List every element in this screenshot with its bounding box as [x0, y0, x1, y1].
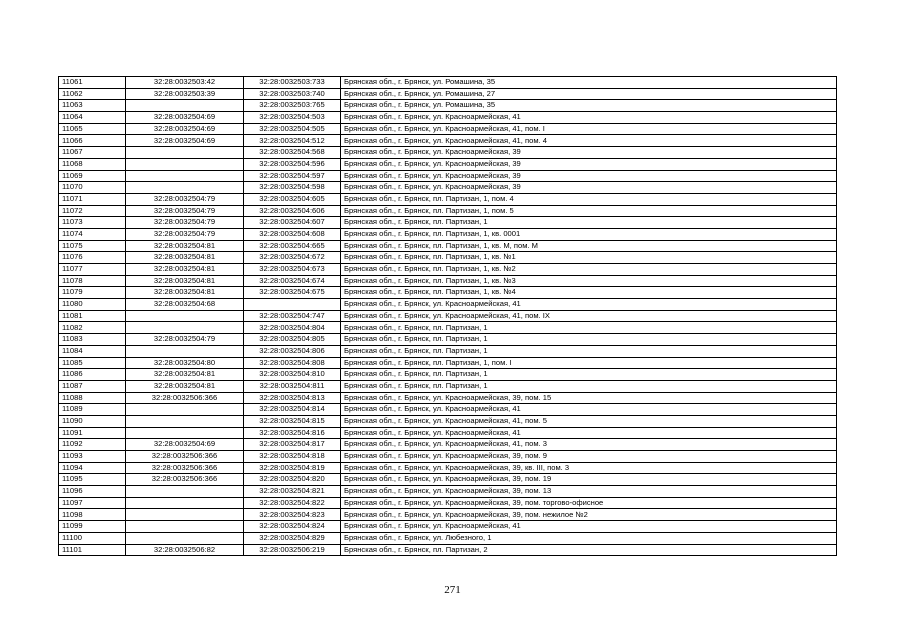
record-number-cell: 11094: [59, 462, 126, 474]
address-cell: Брянская обл., г. Брянск, ул. Красноармейская, 41, пом. 3: [341, 439, 837, 451]
table-row: [59, 462, 837, 474]
record-number-cell: 11091: [59, 427, 126, 439]
record-number-cell: 11090: [59, 415, 126, 427]
parent-cadastral-number-cell: [126, 415, 244, 427]
record-number-cell: 11066: [59, 135, 126, 147]
table-row: [59, 123, 837, 135]
cadastral-number-cell: 32:28:0032504:606: [244, 205, 341, 217]
parent-cadastral-number-cell: 32:28:0032504:81: [126, 252, 244, 264]
cadastral-number-cell: 32:28:0032504:597: [244, 170, 341, 182]
cadastral-number-cell: 32:28:0032504:804: [244, 322, 341, 334]
table-row: [59, 474, 837, 486]
parent-cadastral-number-cell: [126, 497, 244, 509]
record-number-cell: 11068: [59, 158, 126, 170]
cadastral-number-cell: 32:28:0032504:808: [244, 357, 341, 369]
record-number-cell: 11088: [59, 392, 126, 404]
parent-cadastral-number-cell: 32:28:0032504:81: [126, 275, 244, 287]
record-number-cell: 11095: [59, 474, 126, 486]
parent-cadastral-number-cell: 32:28:0032504:81: [126, 287, 244, 299]
parent-cadastral-number-cell: 32:28:0032504:79: [126, 334, 244, 346]
cadastral-number-cell: 32:28:0032504:818: [244, 451, 341, 463]
cadastral-number-cell: 32:28:0032504:810: [244, 369, 341, 381]
table-row: [59, 182, 837, 194]
table-row: [59, 369, 837, 381]
cadastral-number-cell: 32:28:0032503:733: [244, 77, 341, 89]
record-number-cell: 11075: [59, 240, 126, 252]
record-number-cell: 11063: [59, 100, 126, 112]
table-row: [59, 532, 837, 544]
cadastral-number-cell: 32:28:0032504:505: [244, 123, 341, 135]
address-cell: Брянская обл., г. Брянск, ул. Красноармейская, 41, пом. 5: [341, 415, 837, 427]
address-cell: Брянская обл., г. Брянск, пл. Партизан, 1: [341, 217, 837, 229]
table-row: [59, 497, 837, 509]
record-number-cell: 11093: [59, 451, 126, 463]
parent-cadastral-number-cell: [126, 486, 244, 498]
parent-cadastral-number-cell: [126, 509, 244, 521]
parent-cadastral-number-cell: 32:28:0032506:366: [126, 462, 244, 474]
record-number-cell: 11062: [59, 88, 126, 100]
cadastral-number-cell: 32:28:0032504:823: [244, 509, 341, 521]
table-row: [59, 486, 837, 498]
table-row: [59, 427, 837, 439]
address-cell: Брянская обл., г. Брянск, ул. Красноармейская, 41: [341, 112, 837, 124]
table-row: [59, 322, 837, 334]
record-number-cell: 11083: [59, 334, 126, 346]
record-number-cell: 11078: [59, 275, 126, 287]
table-row: [59, 334, 837, 346]
address-cell: Брянская обл., г. Брянск, ул. Красноармейская, 39, пом. 15: [341, 392, 837, 404]
parent-cadastral-number-cell: 32:28:0032504:81: [126, 380, 244, 392]
parent-cadastral-number-cell: [126, 345, 244, 357]
parent-cadastral-number-cell: 32:28:0032504:69: [126, 123, 244, 135]
record-number-cell: 11071: [59, 193, 126, 205]
cadastral-number-cell: 32:28:0032504:747: [244, 310, 341, 322]
address-cell: Брянская обл., г. Брянск, пл. Партизан, 2: [341, 544, 837, 556]
record-number-cell: 11082: [59, 322, 126, 334]
record-number-cell: 11087: [59, 380, 126, 392]
records-table: [58, 76, 837, 556]
table-row: [59, 264, 837, 276]
table-row: [59, 100, 837, 112]
table-row: [59, 193, 837, 205]
address-cell: Брянская обл., г. Брянск, ул. Красноармейская, 41, пом. I: [341, 123, 837, 135]
parent-cadastral-number-cell: 32:28:0032504:81: [126, 264, 244, 276]
address-cell: Брянская обл., г. Брянск, пл. Партизан, 1: [341, 322, 837, 334]
address-cell: Брянская обл., г. Брянск, пл. Партизан, 1, кв. 0001: [341, 228, 837, 240]
parent-cadastral-number-cell: 32:28:0032504:69: [126, 439, 244, 451]
cadastral-number-cell: 32:28:0032506:219: [244, 544, 341, 556]
address-cell: Брянская обл., г. Брянск, пл. Партизан, 1: [341, 345, 837, 357]
record-number-cell: 11092: [59, 439, 126, 451]
address-cell: Брянская обл., г. Брянск, пл. Партизан, 1: [341, 380, 837, 392]
cadastral-number-cell: 32:28:0032504:815: [244, 415, 341, 427]
parent-cadastral-number-cell: 32:28:0032503:39: [126, 88, 244, 100]
record-number-cell: 11065: [59, 123, 126, 135]
parent-cadastral-number-cell: 32:28:0032503:42: [126, 77, 244, 89]
cadastral-number-cell: 32:28:0032504:675: [244, 287, 341, 299]
address-cell: Брянская обл., г. Брянск, ул. Красноармейская, 39, пом. 19: [341, 474, 837, 486]
cadastral-number-cell: 32:28:0032503:740: [244, 88, 341, 100]
parent-cadastral-number-cell: [126, 427, 244, 439]
cadastral-number-cell: 32:28:0032504:816: [244, 427, 341, 439]
address-cell: Брянская обл., г. Брянск, пл. Партизан, 1, пом. I: [341, 357, 837, 369]
parent-cadastral-number-cell: 32:28:0032504:80: [126, 357, 244, 369]
parent-cadastral-number-cell: [126, 170, 244, 182]
parent-cadastral-number-cell: 32:28:0032504:79: [126, 217, 244, 229]
table-row: [59, 240, 837, 252]
parent-cadastral-number-cell: 32:28:0032504:68: [126, 299, 244, 311]
table-row: [59, 217, 837, 229]
address-cell: Брянская обл., г. Брянск, пл. Партизан, 1, пом. 4: [341, 193, 837, 205]
parent-cadastral-number-cell: [126, 147, 244, 159]
cadastral-number-cell: 32:28:0032504:817: [244, 439, 341, 451]
address-cell: Брянская обл., г. Брянск, ул. Красноармейская, 39: [341, 170, 837, 182]
record-number-cell: 11070: [59, 182, 126, 194]
parent-cadastral-number-cell: [126, 310, 244, 322]
cadastral-number-cell: 32:28:0032504:665: [244, 240, 341, 252]
address-cell: Брянская обл., г. Брянск, пл. Партизан, 1, кв. №1: [341, 252, 837, 264]
cadastral-number-cell: 32:28:0032504:673: [244, 264, 341, 276]
cadastral-number-cell: 32:28:0032504:598: [244, 182, 341, 194]
address-cell: Брянская обл., г. Брянск, ул. Красноармейская, 41: [341, 521, 837, 533]
address-cell: Брянская обл., г. Брянск, ул. Ромашина, 35: [341, 77, 837, 89]
address-cell: Брянская обл., г. Брянск, пл. Партизан, 1, кв. М, пом. М: [341, 240, 837, 252]
cadastral-number-cell: 32:28:0032504:512: [244, 135, 341, 147]
record-number-cell: 11099: [59, 521, 126, 533]
cadastral-number-cell: 32:28:0032504:814: [244, 404, 341, 416]
cadastral-number-cell: 32:28:0032504:811: [244, 380, 341, 392]
record-number-cell: 11101: [59, 544, 126, 556]
table-row: [59, 439, 837, 451]
cadastral-number-cell: 32:28:0032504:820: [244, 474, 341, 486]
address-cell: Брянская обл., г. Брянск, ул. Красноармейская, 41: [341, 427, 837, 439]
parent-cadastral-number-cell: [126, 322, 244, 334]
record-number-cell: 11067: [59, 147, 126, 159]
parent-cadastral-number-cell: 32:28:0032504:79: [126, 228, 244, 240]
record-number-cell: 11064: [59, 112, 126, 124]
cadastral-number-cell: [244, 299, 341, 311]
parent-cadastral-number-cell: 32:28:0032506:366: [126, 392, 244, 404]
table-row: [59, 544, 837, 556]
address-cell: Брянская обл., г. Брянск, ул. Красноармейская, 39, кв. III, пом. 3: [341, 462, 837, 474]
address-cell: Брянская обл., г. Брянск, пл. Партизан, 1: [341, 369, 837, 381]
record-number-cell: 11098: [59, 509, 126, 521]
parent-cadastral-number-cell: 32:28:0032506:82: [126, 544, 244, 556]
address-cell: Брянская обл., г. Брянск, ул. Красноармейская, 41: [341, 404, 837, 416]
record-number-cell: 11081: [59, 310, 126, 322]
record-number-cell: 11076: [59, 252, 126, 264]
record-number-cell: 11085: [59, 357, 126, 369]
table-row: [59, 77, 837, 89]
table-row: [59, 112, 837, 124]
record-number-cell: 11077: [59, 264, 126, 276]
address-cell: Брянская обл., г. Брянск, пл. Партизан, 1, кв. №3: [341, 275, 837, 287]
record-number-cell: 11073: [59, 217, 126, 229]
cadastral-number-cell: 32:28:0032504:819: [244, 462, 341, 474]
parent-cadastral-number-cell: 32:28:0032504:79: [126, 205, 244, 217]
parent-cadastral-number-cell: [126, 532, 244, 544]
table-row: [59, 310, 837, 322]
parent-cadastral-number-cell: [126, 521, 244, 533]
address-cell: Брянская обл., г. Брянск, ул. Красноармейская, 39: [341, 158, 837, 170]
address-cell: Брянская обл., г. Брянск, пл. Партизан, 1, кв. №4: [341, 287, 837, 299]
record-number-cell: 11079: [59, 287, 126, 299]
cadastral-number-cell: 32:28:0032504:672: [244, 252, 341, 264]
record-number-cell: 11074: [59, 228, 126, 240]
record-number-cell: 11097: [59, 497, 126, 509]
table-row: [59, 228, 837, 240]
table-row: [59, 205, 837, 217]
cadastral-number-cell: 32:28:0032504:674: [244, 275, 341, 287]
parent-cadastral-number-cell: 32:28:0032504:79: [126, 193, 244, 205]
parent-cadastral-number-cell: [126, 404, 244, 416]
address-cell: Брянская обл., г. Брянск, ул. Красноармейская, 39, пом. нежилое №2: [341, 509, 837, 521]
table-row: [59, 392, 837, 404]
table-row: [59, 299, 837, 311]
record-number-cell: 11072: [59, 205, 126, 217]
address-cell: Брянская обл., г. Брянск, ул. Любезного, 1: [341, 532, 837, 544]
address-cell: Брянская обл., г. Брянск, ул. Красноармейская, 39, пом. 9: [341, 451, 837, 463]
parent-cadastral-number-cell: 32:28:0032506:366: [126, 474, 244, 486]
record-number-cell: 11084: [59, 345, 126, 357]
table-row: [59, 275, 837, 287]
record-number-cell: 11089: [59, 404, 126, 416]
address-cell: Брянская обл., г. Брянск, пл. Партизан, 1: [341, 334, 837, 346]
table-row: [59, 88, 837, 100]
parent-cadastral-number-cell: [126, 182, 244, 194]
page-number: 271: [444, 584, 461, 596]
parent-cadastral-number-cell: 32:28:0032506:366: [126, 451, 244, 463]
cadastral-number-cell: 32:28:0032504:608: [244, 228, 341, 240]
record-number-cell: 11061: [59, 77, 126, 89]
record-number-cell: 11100: [59, 532, 126, 544]
cadastral-number-cell: 32:28:0032504:829: [244, 532, 341, 544]
address-cell: Брянская обл., г. Брянск, ул. Красноармейская, 39: [341, 182, 837, 194]
address-cell: Брянская обл., г. Брянск, ул. Красноармейская, 41: [341, 299, 837, 311]
table-row: [59, 170, 837, 182]
record-number-cell: 11096: [59, 486, 126, 498]
parent-cadastral-number-cell: [126, 100, 244, 112]
cadastral-number-cell: 32:28:0032504:503: [244, 112, 341, 124]
table-row: [59, 521, 837, 533]
cadastral-number-cell: 32:28:0032504:596: [244, 158, 341, 170]
cadastral-number-cell: 32:28:0032504:822: [244, 497, 341, 509]
table-row: [59, 287, 837, 299]
record-number-cell: 11080: [59, 299, 126, 311]
address-cell: Брянская обл., г. Брянск, ул. Красноармейская, 39, пом. 13: [341, 486, 837, 498]
address-cell: Брянская обл., г. Брянск, пл. Партизан, 1, кв. №2: [341, 264, 837, 276]
cadastral-number-cell: 32:28:0032504:821: [244, 486, 341, 498]
table-row: [59, 415, 837, 427]
parent-cadastral-number-cell: [126, 158, 244, 170]
record-number-cell: 11069: [59, 170, 126, 182]
parent-cadastral-number-cell: 32:28:0032504:69: [126, 112, 244, 124]
record-number-cell: 11086: [59, 369, 126, 381]
parent-cadastral-number-cell: 32:28:0032504:81: [126, 369, 244, 381]
cadastral-number-cell: 32:28:0032504:806: [244, 345, 341, 357]
table-row: [59, 509, 837, 521]
cadastral-number-cell: 32:28:0032504:605: [244, 193, 341, 205]
table-row: [59, 357, 837, 369]
table-row: [59, 380, 837, 392]
address-cell: Брянская обл., г. Брянск, ул. Красноармейская, 39: [341, 147, 837, 159]
cadastral-number-cell: 32:28:0032503:765: [244, 100, 341, 112]
table-row: [59, 451, 837, 463]
table-row: [59, 158, 837, 170]
parent-cadastral-number-cell: 32:28:0032504:81: [126, 240, 244, 252]
address-cell: Брянская обл., г. Брянск, ул. Ромашина, 27: [341, 88, 837, 100]
table-row: [59, 135, 837, 147]
cadastral-number-cell: 32:28:0032504:813: [244, 392, 341, 404]
cadastral-number-cell: 32:28:0032504:568: [244, 147, 341, 159]
cadastral-number-cell: 32:28:0032504:824: [244, 521, 341, 533]
records-table-body: [59, 77, 837, 556]
address-cell: Брянская обл., г. Брянск, ул. Ромашина, 35: [341, 100, 837, 112]
address-cell: Брянская обл., г. Брянск, ул. Красноармейская, 41, пом. IX: [341, 310, 837, 322]
address-cell: Брянская обл., г. Брянск, ул. Красноармейская, 39, пом. торгово-офисное: [341, 497, 837, 509]
address-cell: Брянская обл., г. Брянск, пл. Партизан, 1, пом. 5: [341, 205, 837, 217]
table-row: [59, 252, 837, 264]
table-row: [59, 147, 837, 159]
cadastral-number-cell: 32:28:0032504:607: [244, 217, 341, 229]
address-cell: Брянская обл., г. Брянск, ул. Красноармейская, 41, пом. 4: [341, 135, 837, 147]
parent-cadastral-number-cell: 32:28:0032504:69: [126, 135, 244, 147]
cadastral-number-cell: 32:28:0032504:805: [244, 334, 341, 346]
table-row: [59, 345, 837, 357]
table-row: [59, 404, 837, 416]
